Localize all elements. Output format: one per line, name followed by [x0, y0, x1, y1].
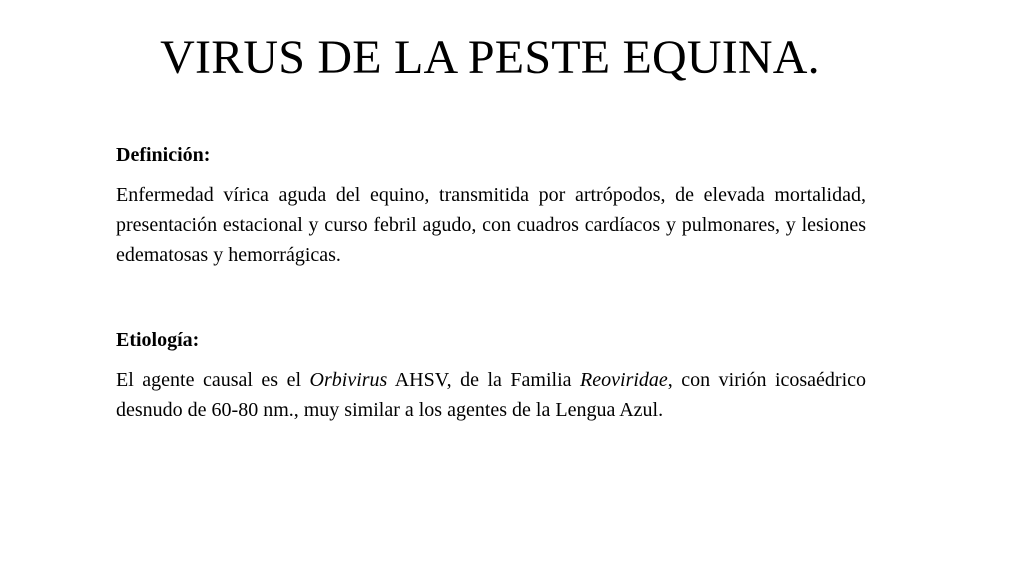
etiology-text: [116, 365, 866, 425]
etiology-section: [116, 327, 866, 425]
etiology-text-part1: El agente causal es el: [116, 369, 310, 391]
definition-section: [116, 142, 866, 270]
etiology-text-part3: , con virión icosaédrico desnudo de 60-80 nm., muy similar a los agentes de la Lengua Azul.: [116, 369, 867, 421]
etiology-text-part2: AHSV, de la Familia: [387, 369, 581, 391]
genus-name: Orbivirus: [309, 369, 388, 391]
definition-text: Enfermedad vírica aguda del equino, transmitida por artrópodos, de elevada mortalidad, presentación estacional y curso febril agudo, con cuadros cardíacos y pulmonares, y lesiones edematosas y hemorrágicas.: [116, 184, 866, 266]
slide-title: VIRUS DE LA PESTE EQUINA.: [160, 31, 820, 84]
etiology-heading: Etiología:: [116, 329, 200, 351]
definition-heading: Definición:: [116, 144, 211, 166]
family-name: Reoviridae: [580, 369, 668, 391]
